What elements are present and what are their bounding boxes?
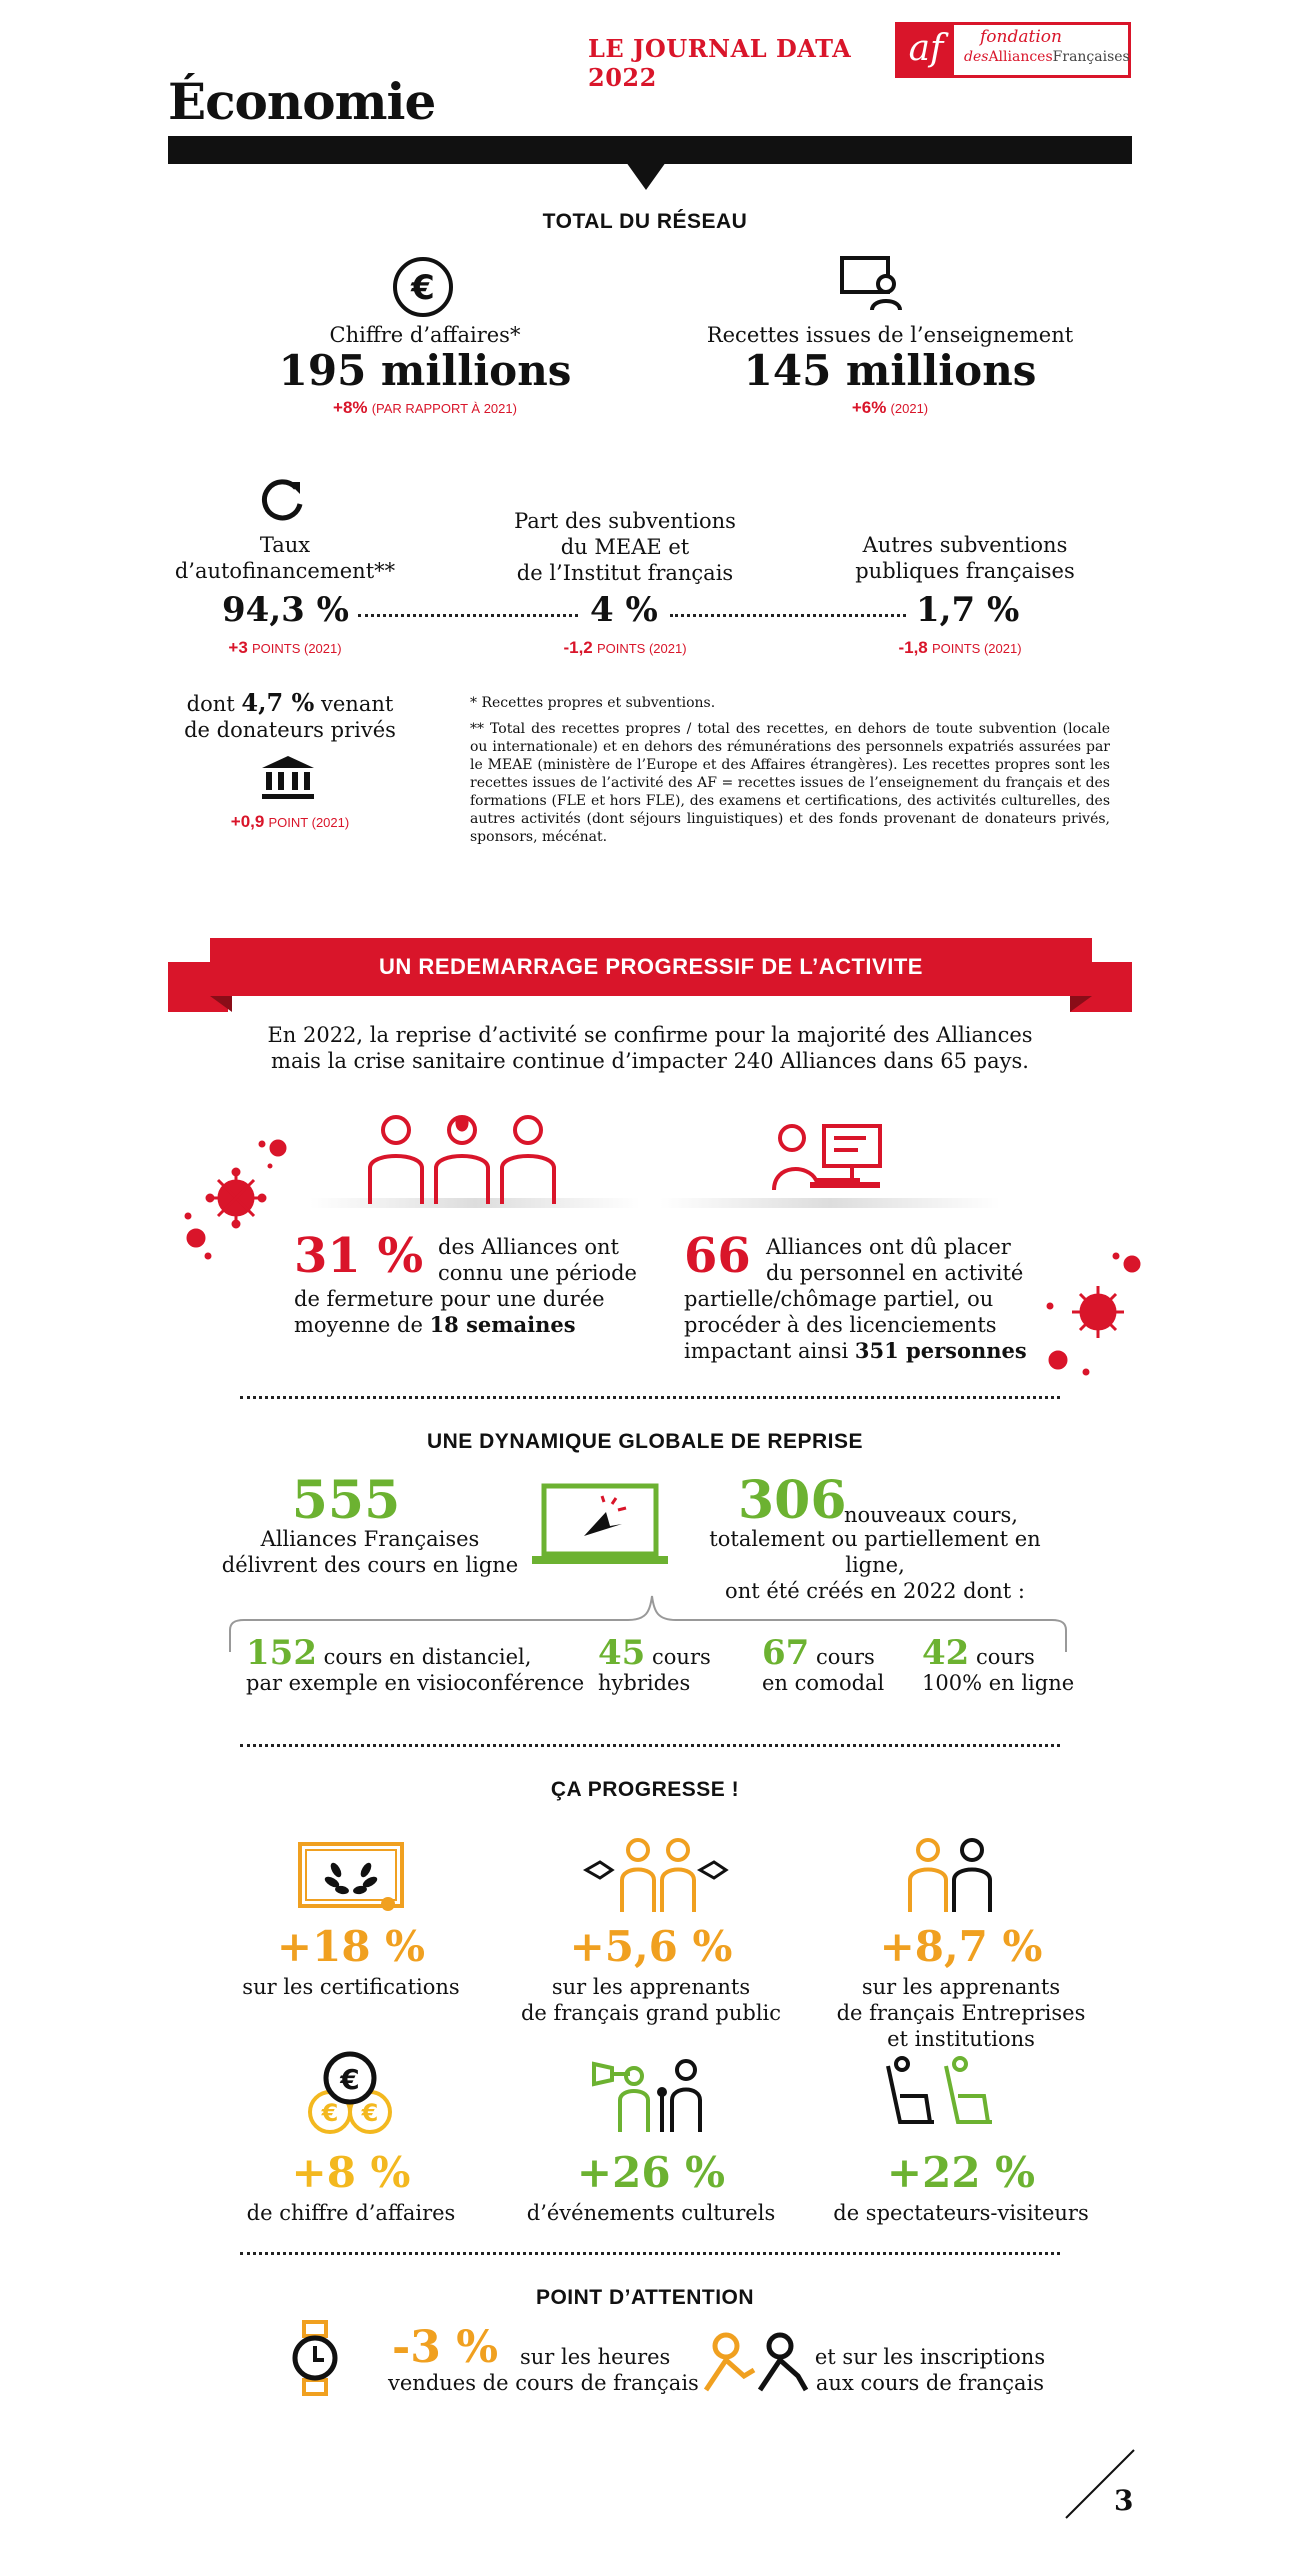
attention-heading: POINT D’ATTENTION xyxy=(535,2286,755,2309)
dont-text: dont 4,7 % venant de donateurs privés xyxy=(184,688,396,742)
stat1-text-bottom: de fermeture pour une durée moyenne de 18 semaines xyxy=(294,1287,605,1337)
page-number: 3 xyxy=(1114,2484,1134,2517)
culture-events-icon xyxy=(590,2056,710,2136)
progress-label-5: d’événements culturels xyxy=(526,2201,776,2225)
autres-label: Autres subventions publiques françaises xyxy=(855,533,1075,583)
progresse-heading: ÇA PROGRESSE ! xyxy=(550,1778,740,1801)
svg-text:€: € xyxy=(361,2099,379,2127)
c42-block: 42 cours 100% en ligne xyxy=(922,1633,1075,1695)
svg-text:€: € xyxy=(411,268,435,308)
redemarrage-intro: En 2022, la reprise d’activité se confirme pour la majorité des Alliances mais la crise sanitaire continue d’impacter 240 Alliances dans 65 pays. xyxy=(267,1023,1033,1073)
taux-label: Taux d’autofinancement** xyxy=(174,533,396,583)
banner: UN REDEMARRAGE PROGRESSIF DE L’ACTIVITE xyxy=(210,938,1092,996)
page-title: Économie xyxy=(168,72,436,131)
dotted-leader-2 xyxy=(670,614,906,617)
banner-left-shadow xyxy=(210,996,232,1012)
stat1-value: 31 % xyxy=(294,1228,424,1284)
business-people-icon xyxy=(902,1836,1002,1916)
section-divider xyxy=(240,2252,1060,2255)
progress-value-5: +26 % xyxy=(576,2148,726,2197)
certificate-icon xyxy=(296,1840,406,1914)
spectators-icon xyxy=(880,2056,1010,2136)
title-bar xyxy=(168,136,1132,164)
rec-value: 145 millions xyxy=(743,346,1037,395)
signups-icon xyxy=(700,2330,810,2394)
logo-af: af xyxy=(898,25,954,75)
part-label: Part des subventions du MEAE et de l’Institut français xyxy=(514,509,736,585)
v555-text: Alliances Françaises délivrent des cours en ligne xyxy=(221,1527,519,1577)
autres-value: 1,7 % xyxy=(916,590,1020,630)
rec-change: +6% (2021) xyxy=(851,398,929,417)
part-value: 4 % xyxy=(590,590,658,630)
attention-right: et sur les inscriptions aux cours de français xyxy=(814,2345,1046,2395)
progress-value-4: +8 % xyxy=(291,2148,411,2197)
svg-text:€: € xyxy=(321,2099,339,2127)
learners-icon xyxy=(582,1836,730,1916)
c45-block: 45 cours hybrides xyxy=(598,1633,711,1695)
progress-value-1: +18 % xyxy=(276,1922,426,1971)
v306-text-1: nouveaux cours, xyxy=(844,1503,1018,1527)
progress-value-2: +5,6 % xyxy=(569,1922,733,1971)
attention-value: -3 % xyxy=(392,2322,499,2373)
ca-label: Chiffre d’affaires* xyxy=(329,323,521,347)
v306-text-2: totalement ou partiellement en ligne, ont été créés en 2022 dont : xyxy=(709,1527,1041,1603)
v555-value: 555 xyxy=(291,1470,401,1531)
euro-icon xyxy=(390,254,456,320)
stat1-text-top: des Alliances ont connu une période xyxy=(438,1235,637,1285)
progress-value-3: +8,7 % xyxy=(879,1922,1043,1971)
c152-block: 152 cours en distanciel, par exemple en visioconférence xyxy=(246,1633,585,1695)
journal-title: LE JOURNAL DATA 2022 xyxy=(588,34,852,92)
teacher-screen-icon xyxy=(838,254,908,314)
bank-icon xyxy=(258,752,318,802)
laptop-icon xyxy=(530,1482,670,1568)
worker-at-computer-icon xyxy=(770,1120,890,1206)
autres-change: -1,8 POINTS (2021) xyxy=(898,638,1022,657)
total-heading: TOTAL DU RÉSEAU xyxy=(542,210,748,233)
logo-name: desAlliancesFrançaises xyxy=(964,49,1130,65)
progress-label-6: de spectateurs-visiteurs xyxy=(833,2201,1089,2225)
dynamique-heading: UNE DYNAMIQUE GLOBALE DE REPRISE xyxy=(426,1430,864,1453)
v306-value: 306 xyxy=(738,1470,847,1531)
footnote-2: ** Total des recettes propres / total des recettes, en dehors de toute subvention (locale ou internationale) et en dehors des rémunérations des personnels expatriés assurées par le MEAE (ministère de l’Europe et des Affaires étrangères). Les recettes propres sont les recettes issues de l’activité des AF = recettes issues de l’enseignement du français et des formations (FLE et hors FLE), des examens et certifications, des activités culturelles, des autres activités (dont séjours linguistiques) et des fonds provenant de donateurs privés, sponsors, mécénat. xyxy=(470,721,1110,845)
ca-value: 195 millions xyxy=(278,346,572,395)
coins-icon xyxy=(300,2050,400,2138)
c67-block: 67 cours en comodal xyxy=(762,1633,885,1695)
progress-label-2: sur les apprenants de français grand public xyxy=(520,1975,782,2025)
dotted-leader-1 xyxy=(358,614,578,617)
dont-change: +0,9 POINT (2021) xyxy=(230,812,350,831)
title-bar-notch xyxy=(626,162,666,192)
progress-label-3: sur les apprenants de français Entreprises et institutions xyxy=(836,1975,1086,2051)
progress-value-6: +22 % xyxy=(886,2148,1036,2197)
progress-label-1: sur les certifications xyxy=(242,1975,460,1999)
watch-icon xyxy=(290,2320,340,2396)
attention-text-2: vendues de cours de français xyxy=(388,2371,699,2395)
ca-change: +8% (PAR RAPPORT À 2021) xyxy=(333,398,517,417)
banner-right-shadow xyxy=(1070,996,1092,1012)
virus-icon xyxy=(178,1128,298,1268)
footnote-1: * Recettes propres et subventions. xyxy=(470,695,716,711)
stat2-text-top: Alliances ont dû placer du personnel en activité xyxy=(766,1235,1024,1285)
section-divider xyxy=(240,1744,1060,1747)
people-icon xyxy=(362,1112,562,1208)
attention-text-1: sur les heures xyxy=(520,2345,671,2369)
stat2-value: 66 xyxy=(684,1228,751,1284)
taux-value: 94,3 % xyxy=(222,590,349,630)
rec-label: Recettes issues de l’enseignement xyxy=(706,323,1074,347)
part-change: -1,2 POINTS (2021) xyxy=(563,638,687,657)
logo-fondation: fondation xyxy=(980,27,1062,47)
refresh-icon xyxy=(256,474,308,526)
taux-change: +3 POINTS (2021) xyxy=(228,638,342,657)
progress-label-4: de chiffre d’affaires xyxy=(246,2201,456,2225)
stat2-text-bottom: partielle/chômage partiel, ou procéder à des licenciements impactant ainsi 351 personnes xyxy=(684,1287,1027,1363)
svg-text:€: € xyxy=(340,2063,360,2096)
logo xyxy=(895,22,1131,78)
section-divider xyxy=(240,1396,1060,1399)
